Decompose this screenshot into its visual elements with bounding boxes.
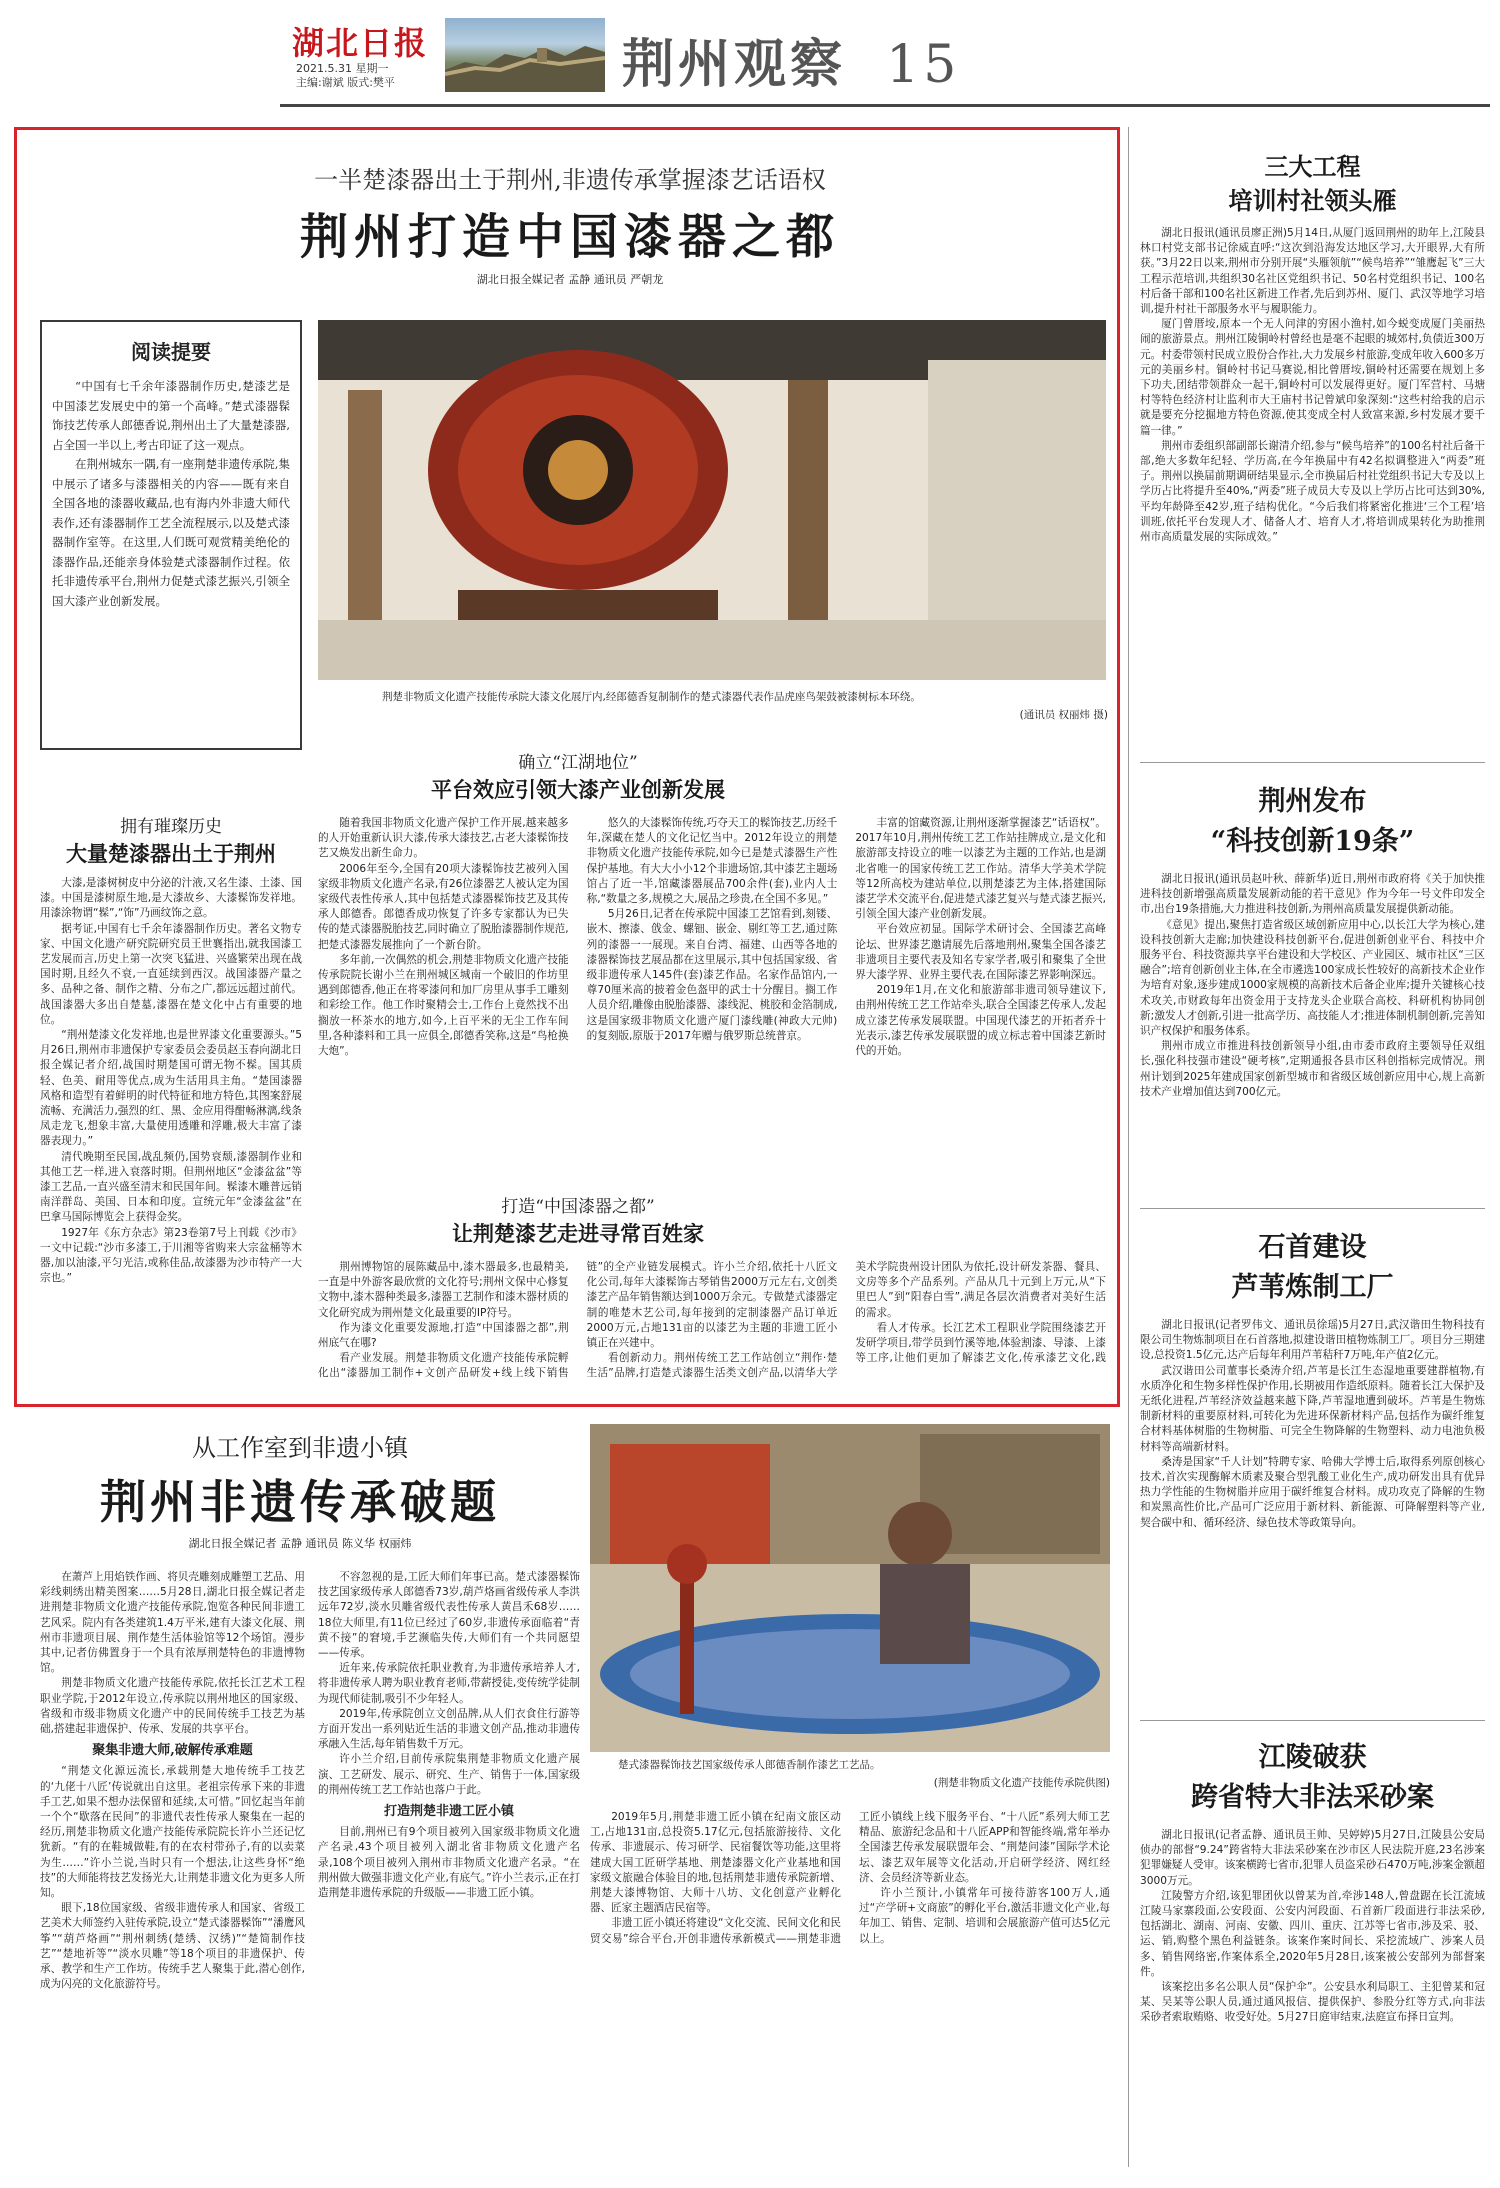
newspaper-logo: 湖北日报 xyxy=(292,24,429,62)
paragraph: 湖北日报讯(通讯员赵叶秋、薛新华)近日,荆州市政府将《关于加快推进科技创新增强高质量发展新动能的若干意见》作为今年一号文件印发全市,出台19条措施,大力推进科技创新,为荆州高质量发展提供新动能。 xyxy=(1140,873,1485,916)
paragraph: 2019年1月,在文化和旅游部非遗司领导建议下,由荆州传统工艺工作站牵头,联合全国漆艺传承人,发起成立漆艺传承发展联盟。中国现代漆艺的开拓者乔十光表示,漆艺传承发展联盟的成立标志着中国漆艺新时代的开始。 xyxy=(855,984,1106,1058)
page-number: 15 xyxy=(886,35,961,95)
article2-headline: 荆州非遗传承破题 xyxy=(100,1475,500,1529)
issue-info xyxy=(296,62,395,90)
sidebar-title-line: 跨省特大非法采砂案 xyxy=(1191,1782,1434,1813)
sidebar-rule xyxy=(1140,1208,1485,1209)
sidebar-title-line: 三大工程 xyxy=(1264,152,1361,181)
article2-byline: 湖北日报全媒记者 孟静 通讯员 陈义华 权丽炜 xyxy=(188,1537,412,1550)
sidebar-title-line: 石首建设 xyxy=(1258,1232,1367,1263)
paragraph: 2019年,传承院创立文创品牌,从人们衣食住行游等方面开发出一系列贴近生活的非遗文创产品,推动非遗传承融入生活,每年销售数千万元。 xyxy=(318,1707,580,1751)
sidebar-story-title xyxy=(1140,150,1485,218)
paragraph: 不容忽视的是,工匠大师们年事已高。楚式漆器髹饰技艺国家级传承人郎德香73岁,葫芦烙画省级传承人李洪远年72岁,淡水贝雕省级代表性传承人黄昌禾68岁……18位大师里,有11位已经过了60岁,非遗传承面临着“青黄不接”的窘境,手艺濒临失传,大师们有一个共同愿望——传承。 xyxy=(318,1571,580,1660)
article2-subhead: 聚集非遗大师,破解传承难题 xyxy=(92,1743,253,1759)
sidebar-title-line: 培训村社领头雁 xyxy=(1228,186,1397,215)
sidebar-divider xyxy=(1128,127,1129,2167)
sidebar-title-line: “科技创新19条” xyxy=(1210,826,1415,857)
paragraph: 2019年5月,荆楚非遗工匠小镇在纪南文旅区动工,占地131亩,总投资5.17亿元,包括旅游接待、文化传承、非遗展示、传习研学、民宿餐饮等功能,这里将建成大国工匠研学基地、荆楚漆器文化产业基地和国家级文旅融合体验目的地,包括荆楚非遗传承院新增、荆楚大漆博物馆、大师十八坊、文化创意产业孵化器、匠家主题酒店民宿等。 xyxy=(590,1811,841,1915)
paragraph: 2006年至今,全国有20项大漆髹饰技艺被列入国家级非物质文化遗产名录,有26位漆器艺人被认定为国家级代表性传承人,其中包括楚式漆器髹饰技艺及其传承人郎德香。郎德香成功恢复了许多专家都认为已失传的楚式漆器脱胎技艺,同时确立了脱胎漆器制作规范,把楚式漆器发展推向了一个新台阶。 xyxy=(318,862,569,951)
paragraph: 湖北日报讯(记者孟静、通讯员王帅、吴婷婷)5月27日,江陵县公安局侦办的部督“9.24”跨省特大非法采砂案在沙市区人民法院开庭,23名涉案犯罪嫌疑人受审。该案横跨七省市,犯罪人员盗采砂石470万吨,涉案金额超3000万元。 xyxy=(1140,1829,1485,1887)
lacquer-exhibit-photo xyxy=(318,320,1106,680)
header-rule xyxy=(280,104,1490,107)
paragraph: 荆州市成立市推进科技创新领导小组,由市委市政府主要领导任双组长,强化科技强市建设“硬考核”,定期通报各县市区科创指标完成情况。荆州计划到2025年建成国家创新型城市和省级区域创新应用中心,规上高新技术产业增加值达到700亿元。 xyxy=(1140,1040,1485,1098)
paragraph: 许小兰介绍,目前传承院集荆楚非物质文化遗产展演、工艺研发、展示、研究、生产、销售于一体,国家级的荆州传统工艺工作站也落户于此。 xyxy=(318,1753,580,1796)
artisan-photo-credit: (荆楚非物质文化遗产技能传承院供图) xyxy=(933,1777,1110,1789)
paragraph: 据考证,中国有七千余年漆器制作历史。著名文物专家、中国文化遗产研究院研究员王世襄指出,就我国漆工艺发展而言,历史上第一次突飞猛进、兴盛繁荣出现在战国时期,且经久不衰,一直延续到西汉。战国漆器产量之多、品种之备、制作之精、分布之广,都远远超过前代。战国漆器大多出自楚墓,漆器在楚文化中占有重要的地位。 xyxy=(40,922,302,1026)
photo-caption-text: 荆楚非物质文化遗产技能传承院大漆文化展厅内,经郎德香复制制作的楚式漆器代表作品虎座鸟架鼓被漆树标本环绕。 xyxy=(382,691,921,703)
paragraph: 荆楚非物质文化遗产技能传承院,依托长江艺术工程职业学院,于2012年设立,传承院以荆州地区的国家级、省级和市级非物质文化遗产中的民间传统手工技艺为基础,搭建起非遗保护、传承、发展的共享平台。 xyxy=(40,1677,305,1736)
sec3-body xyxy=(318,1260,1106,1396)
issue-date: 2021.5.31 星期一 xyxy=(296,62,389,75)
sidebar-title-line: 江陵破获 xyxy=(1258,1742,1367,1773)
paragraph: 荆州博物馆的展陈藏品中,漆木器最多,也最精美,一直是中外游客最欣赏的文化符号;荆州文保中心修复文物中,漆木器种类最多,漆器工艺制作和漆木器材质的文化研究成为荆州楚文化最重要的IP符号。 xyxy=(318,1261,569,1319)
paragraph: 江陵警方介绍,该犯罪团伙以曾某为首,牵涉148人,曾盘踞在长江流域江陵马家寨段面,公安段面、公安内河段面、石首新厂段面进行非法采砂,包括湖北、湖南、河南、安徽、四川、重庆、江苏等七省市,涉及采、驳、运、销,购整个黑色利益链条。该案作案时间长、采挖流域广、涉案人员多、销售网络密,作案体系全,2020年5月28日,该案被公安部列为部督案件。 xyxy=(1140,1889,1485,1978)
sidebar-story-body xyxy=(1140,1828,1485,2168)
paragraph: 作为漆文化重要发源地,打造“中国漆器之都”,荆州底气在哪? xyxy=(318,1321,569,1350)
paragraph: 该案挖出多名公职人员“保护伞”。公安县水利局职工、主犯曾某和冠某、吴某等公职人员,通过通风报信、提供保护、参股分红等方式,向非法采砂者索取贿赂、收受好处。5月27日庭审结束,法庭宣布择日宣判。 xyxy=(1140,1981,1485,2024)
paragraph: 近年来,传承院依托职业教育,为非遗传承培养人才,将非遗传承人聘为职业教育老师,带薪授徒,变传统学徒制为现代师徒制,吸引不少年轻人。 xyxy=(318,1662,580,1705)
article2-body-col1 xyxy=(40,1570,305,2110)
section-name: 荆州观察 xyxy=(622,34,847,95)
article2-body-col3 xyxy=(590,1810,1110,2110)
article2-subhead: 打造荆楚非遗工匠小镇 xyxy=(383,1804,514,1820)
paragraph: 湖北日报讯(通讯员廖正洲)5月14日,从厦门返回荆州的助年上,江陵县林口村党支部书记徐威直呼:“这次到沿海发达地区学习,大开眼界,大有所获。”3月22日以来,荆州市分别开展“头雁领航”“候鸟培养”“雏鹰起飞”三大工程示范培训,共组织30名社区党组织书记、50名村党组织书记、100名村后备干部和100名社区新进工作者,先后到苏州、厦门、武汉等地学习培训,提升村社干部服务水平与履职能力。 xyxy=(1140,227,1485,316)
sidebar-title-line: 芦苇炼制工厂 xyxy=(1231,1272,1394,1303)
artisan-photo xyxy=(590,1424,1110,1752)
sidebar-rule xyxy=(1140,762,1485,763)
paragraph: 5月26日,记者在传承院中国漆工艺馆看到,刻镂、嵌木、擦漆、戗金、螺钿、嵌金、剔红等工艺,通过陈列的漆器一一展现。来自台湾、福建、山西等各地的漆器髹饰技艺展品都在这里展示,其中包括国家级、省级非遗传承人145件(套)漆艺作品。名家作品馆内,一尊70厘米高的披着金色盔甲的武士十分醒目。搁工作人员介绍,雕像由脱胎漆器、漆线泥、桃胶和金箔制成,这是国家级非物质文化遗产厦门漆线雕(神政大元帅)的复刻版,原版于2017年赠与俄罗斯总统普京。 xyxy=(586,908,838,1042)
sec2-body xyxy=(318,816,1106,1184)
paragraph: 看产业发展。荆楚非物质文化遗产技能传承院孵化出“漆器加工制作+文创产品研发+线上线下销售链”的全产业链发展模式。许小兰介绍,依托十八匠文化公司,每年大漆髹饰古琴销售2000万元左右,文创类漆艺产品年销售额达到1000万余元。专做楚式漆器定制的唯楚木艺公司,每年接到的定制漆器产品订单近2000万元,占地131亩的以漆艺为主题的非遗工匠小镇正在兴建中。 xyxy=(318,1261,838,1380)
paragraph: 《意见》提出,聚焦打造省级区域创新应用中心,以长江大学为核心,建设科技创新大走廊;加快建设科技创新平台,促进创新创业平台、科技中介服务平台、科技资源共享平台建设和大学校区、产业园区、城市社区“三区融合”;培育创新创业主体,在全市遴选100家成长性较好的高新技术企业作为培育对象,逐步建成1000家规模的高新技术后备企业库;提升关键核心技术攻关,市财政每年出资金用于支持龙头企业联合高校、科研机构协同创新;激发人才创新,引进一批高学历、高技能人才;推进体制机制创新,完善知识产权保护和服务体系。 xyxy=(1140,918,1485,1038)
main-byline: 湖北日报全媒记者 孟静 通讯员 严朝龙 xyxy=(476,273,664,286)
sidebar-story-body xyxy=(1140,872,1485,1202)
paragraph: 多年前,一次偶然的机会,荆楚非物质文化遗产技能传承院院长谢小兰在荆州城区城南一个破旧的作坊里遇到郎德香,他正在将零漆问和加厂房里从事手工雕刻和彩绘工作。他工作时聚精会士,工作台上竟然找不出搁放一杯茶水的地方,如今,上百平米的无尘工作车间里,各种漆料和工具一应俱全,郎德香笑称,这是“鸟枪换大炮”。 xyxy=(318,953,569,1058)
lead-label: 阅读提要 xyxy=(131,340,211,364)
sidebar-title-line: 荆州发布 xyxy=(1258,786,1367,817)
sec2-title: 平台效应引领大漆产业创新发展 xyxy=(431,777,725,802)
paragraph: “荆楚文化源远流长,承载荆楚大地传统手工技艺的‘九佬十八匠’传说就出自这里。老祖宗传承下来的非遗手工艺,如果不想办法保留和延续,太可惜。”回忆起当年前一个个“歇落在民间”的非遗代表性传承人聚集在一起的经历,荆楚非物质文化遗产技能传承院院长许小兰还记忆犹新。“有的在鞋城做鞋,有的在农村带孙子,有的以卖菜为生……”许小兰说,当时只有一个想法,让这些身怀“绝技”的大师能将技艺发扬光大,让荆楚非遗文化为更多人所知。 xyxy=(40,1765,305,1900)
sidebar-story-title xyxy=(1140,1738,1485,1818)
paragraph: 非遗工匠小镇还将建设“文化交流、民间文化和民贸交易”综合平台,开创非遗传承新模式——荆楚非遗工匠小镇线上线下服务平台、“十八匠”系列大师工艺精品、旅游纪念品和十八匠APP和智能终端,常年举办全国漆艺传承发展联盟年会、“荆楚问漆”国际学术论坛、漆艺双年展等文化活动,开启研学经济、网红经济、会员经济等新业态。 xyxy=(590,1811,1110,1945)
article2-body-col2 xyxy=(318,1570,580,2110)
sidebar-story-body xyxy=(1140,226,1485,758)
paragraph: 湖北日报讯(记者罗伟文、通讯员徐瑶)5月27日,武汉谐田生物科技有限公司生物炼制项目在石首落地,拟建设谐田植物炼制工厂。项目分三期建设,总投资1.5亿元,达产后每年利用芦苇秸秆7万吨,年产值2亿元。 xyxy=(1140,1319,1485,1362)
paragraph: 桑涛是国家“千人计划”特聘专家、哈佛大学博士后,取得系列原创核心技术,首次实现酶解木质素及聚合型乳酸工业化生产,成功研发出具有优异热力学性能的生物树脂并应用于碳纤维复合材料。成功攻克了降解的生物和炭黑高性价比,产品可广泛应用于新材料、新能源、可降解塑料等产业,契合碳中和、循环经济、绿色技术等政策导向。 xyxy=(1140,1455,1485,1529)
main-photo-caption xyxy=(382,690,1102,705)
article2-kicker: 从工作室到非遗小镇 xyxy=(192,1434,408,1462)
sec1-title: 大量楚漆器出土于荆州 xyxy=(66,841,276,866)
main-kicker: 一半楚漆器出土于荆州,非遗传承掌握漆艺话语权 xyxy=(314,166,826,194)
paragraph: “荆州楚漆文化发祥地,也是世界漆文化重要源头。”5月26日,荆州市非遗保护专家委员会委员赵玉春向湖北日报全媒记者介绍,战国时期楚国可谓无物不髹。国其质轻、色美、耐用等优点,成为生活用具主角。“楚国漆器风格和造型有着鲜明的时代特征和地方特色,其图案舒展流畅、充满活力,强烈的红、黑、金应用得酣畅淋漓,线条凤走龙飞,想象丰富,大量使用透雕和浮雕,极大丰富了漆器表现力。” xyxy=(40,1029,302,1148)
paragraph: 随着我国非物质文化遗产保护工作开展,越来越多的人开始重新认识大漆,传承大漆技艺,古老大漆髹饰技艺又焕发出新生命力。 xyxy=(318,817,569,860)
sec1-kicker: 拥有璀璨历史 xyxy=(120,817,222,837)
paragraph: 看人才传承。长江艺术工程职业学院围绕漆艺开发研学项目,带学员到竹溪等地,体验割漆、导漆、上漆等工序,让他们更加了解漆艺文化,传承漆艺文化,践 xyxy=(855,1321,1106,1365)
paragraph: 丰富的馆藏资源,让荆州逐渐掌握漆艺“话语权”。2017年10月,荆州传统工艺工作站挂牌成立,是文化和旅游部支持设立的唯一以漆艺为主题的工作站,也是湖北省唯一的国家传统工艺工作站。清华大学美术学院等12所高校为建站单位,以荆楚漆艺为主体,搭建国际漆艺学术交流平台,促进楚式漆艺复兴与楚式漆艺振兴,引领全国大漆产业创新发展。 xyxy=(855,817,1106,921)
issue-editors: 主编:谢斌 版式:樊平 xyxy=(296,76,395,89)
main-headline: 荆州打造中国漆器之都 xyxy=(299,209,840,265)
lead-summary-box xyxy=(40,320,302,750)
paragraph: 平台效应初显。国际学术研讨会、全国漆艺高峰论坛、世界漆艺邀请展先后落地荆州,聚集全国各漆艺非遗项目主要代表及知名专家学者,吸引和聚集了全世界大漆学界、业界主要代表,在国际漆艺界影响深远。 xyxy=(855,923,1106,982)
sec2-kicker: 确立“江湖地位” xyxy=(518,753,638,773)
paragraph: 清代晚期至民国,战乱频仍,国势衰颓,漆器制作业和其他工艺一样,进入衰落时期。但荆州地区“金漆盆盆”等漆工艺品,一直兴盛至清末和民国年间。髹漆木雕普远销南洋群岛、美国、日本和印度。宣统元年“金漆盆盆”在巴拿马国际博览会上获得金奖。 xyxy=(40,1150,302,1224)
paragraph: 目前,荆州已有9个项目被列入国家级非物质文化遗产名录,43个项目被列入湖北省非物质文化遗产名录,108个项目被列入荆州市非物质文化遗产名录。“在荆州做大做强非遗文化产业,有底气。”许小兰表示,正在打造荆楚非遗传承院的升级版——非遗工匠小镇。 xyxy=(318,1826,580,1900)
paragraph: 厦门曾厝垵,原本一个无人问津的穷困小渔村,如今蜕变成厦门美丽热闹的旅游景点。荆州江陵铜岭村曾经也是毫不起眼的城郊村,负债近300万元。村委带领村民成立股份合作社,大力发展乡村旅游,变成年收入600多万元的美丽乡村。铜岭村书记马赛说,相比曾厝垵,铜岭村还需要在规划上多下功夫,团结带领群众一起干,铜岭村可以发展得更好。厦门军营村、马塘村等特色经济村让监利市大王庙村书记曾斌印象深刻:“这些村给我的启示就是要充分挖掘地方特色资源,使其变成全村人致富来源,乡村发展才要千篇一律。” xyxy=(1140,318,1485,437)
paragraph: 许小兰预计,小镇常年可接待游客100万人,通过“产学研+文商旅”的孵化平台,激活非遗文化产业,每年加工、销售、定制、培训和会展旅游产值可达5亿元以上。 xyxy=(859,1887,1110,1945)
sec3-title: 让荆楚漆艺走进寻常百姓家 xyxy=(452,1221,704,1246)
sec1-body xyxy=(40,876,302,1396)
artisan-photo-caption: 楚式漆器髹饰技艺国家级传承人郎德香制作漆艺工艺品。 xyxy=(618,1759,881,1771)
main-photo-credit: (通讯员 权丽炜 摄) xyxy=(1019,709,1108,721)
paragraph: 武汉谐田公司董事长桑涛介绍,芦苇是长江生态湿地重要建群植物,有水质净化和生物多样性保护作用,长期被用作造纸原料。随着长江大保护及无纸化进程,芦苇经济效益越来越下降,芦苇湿地遭到破坏。芦苇是生物炼制新材料的重要原材料,可转化为先进环保新材料产品,包括作为碳纤维复合材料基体树脂的生物树脂、可完全生物降解的生物塑料、动力电池负极材料等高端新材料。 xyxy=(1140,1364,1485,1453)
paragraph: 在萧芦上用焰铁作画、将贝壳雕刻成雕塑工艺品、用彩线刺绣出精美图案……5月28日,湖北日报全媒记者走进荆楚非物质文化遗产技能传承院,饱览各种民间非遗工艺风采。院内有各类建筑1.4万平米,建有大漆文化展、荆州市非遗项目展、荆作楚生活体验馆等12个场馆。漫步其中,记者仿佛置身于一个具有浓厚荆楚特色的非遗博物馆。 xyxy=(40,1571,305,1675)
sidebar-rule xyxy=(1140,1720,1485,1721)
paragraph: 1927年《东方杂志》第23卷第7号上刊载《沙市》一文中记载:“沙市多漆工,于川湘等省购来大宗盆桶等木器,加以油漆,平匀光洁,或称佳品,故漆器为沙市特产一大宗也。” xyxy=(40,1226,302,1285)
lead-paragraph: “中国有七千余年漆器制作历史,楚漆艺是中国漆艺发展史中的第一个高峰。”楚式漆器髹饰技艺传承人郎德香说,荆州出土了大量楚漆器,占全国一半以上,考古印证了这一观点。 xyxy=(52,379,290,452)
paragraph: 大漆,是漆树树皮中分泌的汁液,又名生漆、土漆、国漆。中国是漆树原生地,是大漆故乡、大漆髹饰发祥地。用漆涂物谓“髹”,“饰”乃画纹饰之意。 xyxy=(40,877,302,920)
sec3-kicker: 打造“中国漆器之都” xyxy=(501,1197,655,1217)
section-title xyxy=(622,22,960,97)
lead-paragraph: 在荆州城东一隅,有一座荆楚非遗传承院,集中展示了诸多与漆器相关的内容——既有来自全国各地的漆器收藏品,也有海内外非遗大师代表作,还有漆器制作工艺全流程展示,以及楚式漆器制作室等。在这里,人们既可观赏精美绝伦的漆器作品,还能亲身体验楚式漆器制作过程。依托非遗传承平台,荆州力促楚式漆艺振兴,引领全国大漆产业创新发展。 xyxy=(52,457,290,608)
great-wall-banner-image xyxy=(445,18,605,92)
paragraph: 悠久的大漆髹饰传统,巧夺天工的髹饰技艺,历经千年,深藏在楚人的文化记忆当中。2012年设立的荆楚非物质文化遗产技能传承院,如今已是楚式漆器生产性保护基地。有大大小小12个非遗场馆,其中漆艺主题场馆占了近一半,馆藏漆器展品700余件(套),业内人士称,“数量之多,规模之大,展品之珍贵,在全国不多见。” xyxy=(586,817,838,906)
sidebar-story-title xyxy=(1140,1228,1485,1308)
sidebar-story-body xyxy=(1140,1318,1485,1714)
paragraph: 看创新动力。荆州传统工艺工作站创立“荆作·楚生活”品牌,打造楚式漆器生活类文创产品,以清华大学美术学院贵州设计团队为依托,设计研发茶器、餐具、文房等多个产品系列。产品从几十元到上万元,从“下里巴人”到“阳春白雪”,满足各层次消费者对美好生活的需求。 xyxy=(586,1261,1106,1380)
paragraph: 荆州市委组织部副部长谢清介绍,参与“候鸟培养”的100名村社后备干部,绝大多数年纪轻、学历高,在今年换届中有42名拟调整进入“两委”班子。荆州以换届前期调研结果显示,全市换届后村社党组织书记大专及以上学历占比将提升至40%,“两委”班子成员大专及以上学历占比可达到30%,平均年龄降至42岁,班子结构优化。“今后我们将紧密化推进‘三个工程’培训班,依托平台发现人才、储备人才、培育人才,将培训成果转化为助推荆州市高质量发展的实际成效。” xyxy=(1140,439,1485,544)
paragraph: 眼下,18位国家级、省级非遗传承人和国家、省级工艺美术大师签约入驻传承院,设立“楚式漆器髹饰”“潘鹰风筝”“葫芦烙画”“荆州刺绣(楚绣、汉绣)”“楚简制作技艺”“楚地祈等”“淡水贝雕”等18个项目的非遗保护、传承、教学和生产工作坊。传统手艺人聚集于此,潜心创作,成为闪亮的文化旅游符号。 xyxy=(40,1902,305,1991)
sidebar-story-title xyxy=(1140,782,1485,862)
